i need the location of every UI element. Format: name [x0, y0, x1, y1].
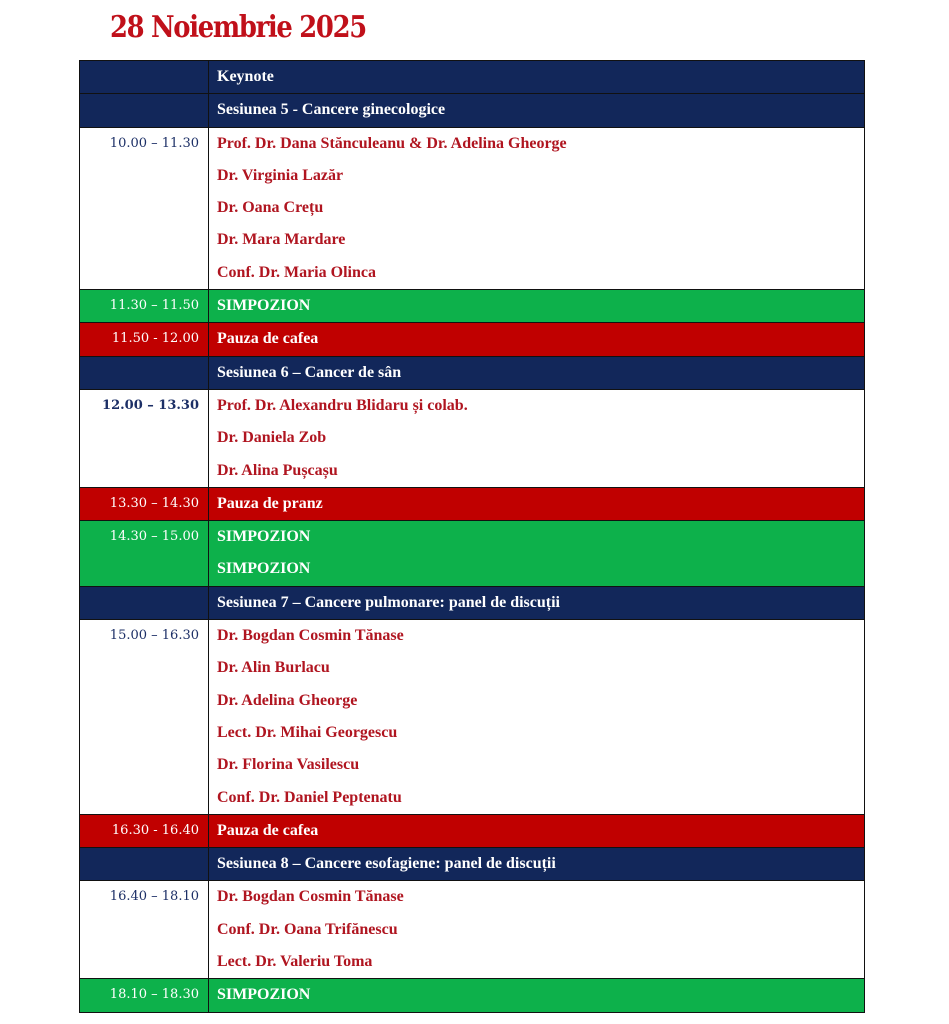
time-range: 16.30 - 16.40 — [111, 822, 199, 838]
content-cell — [209, 620, 864, 814]
time-range: 15.00 – 16.30 — [109, 628, 199, 644]
row-label: Sesiunea 7 – Cancere pulmonare: panel de discuții — [217, 593, 560, 611]
session-header-row — [80, 847, 864, 880]
time-cell — [80, 323, 209, 355]
row-label: SIMPOZION — [217, 528, 311, 546]
speaker-name: Dr. Bogdan Cosmin Tănase — [217, 627, 404, 645]
session-header-row — [80, 93, 864, 126]
content-cell — [209, 128, 864, 289]
row-label: SIMPOZION — [217, 986, 311, 1004]
time-cell — [80, 357, 209, 389]
speaker-name: Dr. Adelina Gheorge — [217, 691, 358, 709]
row-label: SIMPOZION — [217, 297, 311, 315]
time-cell — [80, 979, 209, 1011]
time-range: 13.30 – 14.30 — [109, 495, 199, 511]
speaker-name: Prof. Dr. Alexandru Blidaru și colab. — [217, 396, 468, 414]
break-row — [80, 322, 864, 355]
page-title: 28 Noiembrie 2025 — [110, 10, 366, 45]
session-speakers-row — [80, 880, 864, 978]
row-label: SIMPOZION — [217, 560, 311, 578]
row-label: Sesiunea 8 – Cancere esofagiene: panel de discuții — [217, 855, 556, 873]
speaker-name: Lect. Dr. Valeriu Toma — [217, 953, 373, 971]
speaker-name: Conf. Dr. Oana Trifănescu — [217, 920, 398, 938]
time-cell — [80, 587, 209, 619]
content-cell — [209, 815, 864, 847]
time-cell — [80, 61, 209, 93]
time-range — [80, 587, 199, 619]
speaker-name: Dr. Alina Pușcașu — [217, 461, 338, 479]
time-range: 18.10 – 18.30 — [109, 987, 199, 1003]
content-cell — [209, 390, 864, 487]
time-range: 11.30 – 11.50 — [109, 298, 199, 314]
break-row — [80, 487, 864, 520]
content-cell — [209, 94, 864, 126]
time-range — [80, 848, 199, 880]
row-label: Sesiunea 5 - Cancere ginecologice — [217, 101, 446, 119]
time-cell — [80, 521, 209, 586]
time-range — [80, 94, 199, 126]
time-cell — [80, 128, 209, 289]
time-range: 12.00 – 13.30 — [102, 397, 199, 413]
session-speakers-row — [80, 619, 864, 814]
content-cell — [209, 290, 864, 322]
content-cell — [209, 61, 864, 93]
row-label: Sesiunea 6 – Cancer de sân — [217, 363, 402, 381]
content-cell — [209, 521, 864, 586]
row-label: Pauza de cafea — [217, 821, 319, 839]
speaker-name: Lect. Dr. Mihai Georgescu — [217, 723, 398, 741]
session-header-row — [80, 586, 864, 619]
symposium-row — [80, 289, 864, 322]
row-label: Pauza de cafea — [217, 330, 319, 348]
speaker-name: Dr. Florina Vasilescu — [217, 756, 360, 774]
speaker-name: Dr. Virginia Lazăr — [217, 166, 344, 184]
speaker-name: Prof. Dr. Dana Stănculeanu & Dr. Adelina Gheorge — [217, 134, 567, 152]
content-cell — [209, 979, 864, 1011]
time-range: 10.00 – 11.30 — [109, 135, 199, 151]
time-cell — [80, 290, 209, 322]
content-cell — [209, 587, 864, 619]
session-speakers-row — [80, 389, 864, 487]
time-range: 16.40 – 18.10 — [109, 889, 199, 905]
time-cell — [80, 488, 209, 520]
time-cell — [80, 390, 209, 487]
speaker-name: Dr. Mara Mardare — [217, 231, 346, 249]
speaker-name: Conf. Dr. Daniel Peptenatu — [217, 788, 402, 806]
time-range — [80, 357, 199, 389]
speaker-name: Dr. Bogdan Cosmin Tănase — [217, 888, 404, 906]
content-cell — [209, 881, 864, 978]
row-label: Pauza de pranz — [217, 494, 323, 512]
time-cell — [80, 94, 209, 126]
break-row — [80, 814, 864, 847]
speaker-name: Dr. Daniela Zob — [217, 429, 327, 447]
symposium-row — [80, 520, 864, 586]
content-cell — [209, 357, 864, 389]
symposium-row — [80, 978, 864, 1011]
time-cell — [80, 881, 209, 978]
time-range: 14.30 – 15.00 — [109, 529, 199, 545]
speaker-name: Dr. Oana Crețu — [217, 199, 324, 217]
time-range: 11.50 - 12.00 — [111, 331, 199, 347]
row-label: Keynote — [217, 68, 274, 85]
time-range — [80, 61, 199, 93]
content-cell — [209, 488, 864, 520]
time-cell — [80, 620, 209, 814]
time-cell — [80, 848, 209, 880]
session-speakers-row — [80, 127, 864, 289]
session-header-row — [80, 356, 864, 389]
session-header-row — [80, 61, 864, 93]
schedule-table — [79, 60, 865, 1013]
speaker-name: Conf. Dr. Maria Olinca — [217, 263, 376, 281]
content-cell — [209, 323, 864, 355]
time-cell — [80, 815, 209, 847]
speaker-name: Dr. Alin Burlacu — [217, 659, 330, 677]
content-cell — [209, 848, 864, 880]
